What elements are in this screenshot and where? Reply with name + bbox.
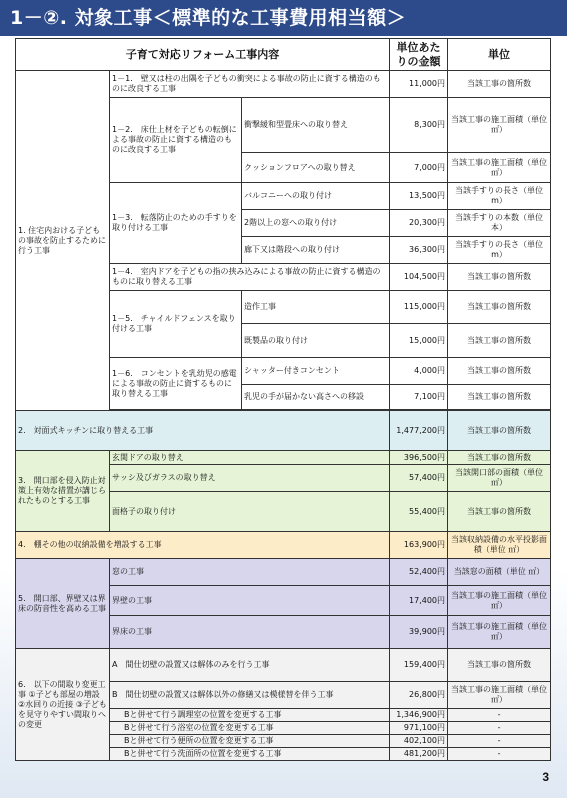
row-amount: 20,300円 <box>390 210 448 237</box>
row-unit: 当該工事の施工面積（単位 ㎡） <box>448 616 551 649</box>
page-number: 3 <box>542 770 549 784</box>
row-item: A 間仕切壁の設置又は解体のみを行う工事 <box>110 649 390 682</box>
row-amount: 57,400円 <box>390 465 448 492</box>
row-item: 衝撃緩和型畳床への取り替え <box>242 98 390 153</box>
group3-label: 3. 開口部を侵入防止対策上有効な措置が講じられたものとする工事 <box>16 451 110 532</box>
table-row <box>16 411 551 451</box>
row-item: 廊下又は階段への取り付け <box>242 237 390 264</box>
row-amount: 115,000円 <box>390 291 448 324</box>
row-item: シャッター付きコンセント <box>242 358 390 385</box>
row-amount: 55,400円 <box>390 492 448 532</box>
row-amount: 1,477,200円 <box>390 411 448 451</box>
row-unit: - <box>448 722 551 735</box>
row-desc: 1－4. 室内ドアを子どもの指の挟み込みによる事故の防止に資する構造のものに取り替える工事 <box>110 264 390 291</box>
row-amount: 7,000円 <box>390 153 448 183</box>
header-unit: 単位 <box>448 39 551 71</box>
row-desc: 1－2. 床仕上材を子どもの転倒による事故の防止に資する構造のものに改良する工事 <box>110 98 242 183</box>
row-amount: 971,100円 <box>390 722 448 735</box>
table-row <box>16 559 551 586</box>
row-amount: 4,000円 <box>390 358 448 385</box>
table-header-row <box>16 39 551 71</box>
row-item: クッションフロアへの取り替え <box>242 153 390 183</box>
row-unit: 当該工事の箇所数 <box>448 71 551 98</box>
row-item: 2階以上の窓への取り付け <box>242 210 390 237</box>
row-amount: 11,000円 <box>390 71 448 98</box>
row-amount: 159,400円 <box>390 649 448 682</box>
document-body <box>0 36 567 798</box>
row-unit: 当該開口部の面積（単位 ㎡） <box>448 465 551 492</box>
row-unit: 当該手すりの長さ（単位 m） <box>448 237 551 264</box>
table-row <box>16 532 551 559</box>
row-amount: 7,100円 <box>390 385 448 410</box>
row-item: バルコニーへの取り付け <box>242 183 390 210</box>
row-unit: 当該手すりの本数（単位 本） <box>448 210 551 237</box>
row-item: Bと併せて行う調理室の位置を変更する工事 <box>110 709 390 722</box>
row-desc: 1－3. 転落防止のための手すりを取り付ける工事 <box>110 183 242 264</box>
row-unit: 当該工事の箇所数 <box>448 358 551 385</box>
row-amount: 52,400円 <box>390 559 448 586</box>
row-unit: 当該工事の箇所数 <box>448 324 551 358</box>
table-row <box>16 451 551 465</box>
row-amount: 17,400円 <box>390 586 448 616</box>
row-amount: 104,500円 <box>390 264 448 291</box>
row-amount: 481,200円 <box>390 748 448 761</box>
row-unit: 当該工事の箇所数 <box>448 291 551 324</box>
row-amount: 36,300円 <box>390 237 448 264</box>
row-item: 玄関ドアの取り替え <box>110 451 390 465</box>
row-amount: 402,100円 <box>390 735 448 748</box>
row-unit: 当該工事の施工面積（単位 ㎡） <box>448 586 551 616</box>
row-desc: 1－5. チャイルドフェンスを取り付ける工事 <box>110 291 242 358</box>
row-desc: 1－6. コンセントを乳幼児の感電による事故の防止に資するものに取り替える工事 <box>110 358 242 410</box>
row-item: 界壁の工事 <box>110 586 390 616</box>
row-item: 面格子の取り付け <box>110 492 390 532</box>
group2-label: 2. 対面式キッチンに取り替える工事 <box>16 411 390 451</box>
row-item: Bと併せて行う浴室の位置を変更する工事 <box>110 722 390 735</box>
row-amount: 13,500円 <box>390 183 448 210</box>
row-amount: 8,300円 <box>390 98 448 153</box>
row-unit: - <box>448 735 551 748</box>
row-unit: 当該工事の箇所数 <box>448 492 551 532</box>
group1-label: 1. 住宅内おける子どもの事故を防止するために行う工事 <box>16 71 110 411</box>
group4-label: 4. 棚その他の収納設備を増設する工事 <box>16 532 390 559</box>
row-unit: 当該工事の箇所数 <box>448 649 551 682</box>
row-unit: 当該手すりの長さ（単位 m） <box>448 183 551 210</box>
row-item: 窓の工事 <box>110 559 390 586</box>
header-amount: 単位あたりの金額 <box>390 39 448 71</box>
row-item: 既製品の取り付け <box>242 324 390 358</box>
row-desc: 1－1. 壁又は柱の出隅を子どもの衝突による事故の防止に資する構造のものに改良する工事 <box>110 71 390 98</box>
row-item: Bと併せて行う洗面所の位置を変更する工事 <box>110 748 390 761</box>
row-amount: 1,346,900円 <box>390 709 448 722</box>
cost-table <box>15 38 551 761</box>
row-unit: 当該工事の施工面積（単位 ㎡） <box>448 98 551 153</box>
row-item: 造作工事 <box>242 291 390 324</box>
row-amount: 39,900円 <box>390 616 448 649</box>
group5-label: 5. 開口部、界壁又は界床の防音性を高める工事 <box>16 559 110 649</box>
row-item: Bと併せて行う便所の位置を変更する工事 <box>110 735 390 748</box>
row-item: B 間仕切壁の設置又は解体以外の修繕又は模様替を伴う工事 <box>110 682 390 709</box>
row-item: サッシ及びガラスの取り替え <box>110 465 390 492</box>
row-unit: 当該工事の箇所数 <box>448 264 551 291</box>
row-unit: - <box>448 709 551 722</box>
group6-label: 6. 以下の間取り変更工事 ①子ども部屋の増設 ②水回りの近接 ③子どもを見守りやすい間取りへの変更 <box>16 649 110 761</box>
row-item: 界床の工事 <box>110 616 390 649</box>
row-unit: 当該工事の施工面積（単位 ㎡） <box>448 682 551 709</box>
row-amount: 396,500円 <box>390 451 448 465</box>
row-unit: 当該窓の面積（単位 ㎡） <box>448 559 551 586</box>
row-amount: 26,800円 <box>390 682 448 709</box>
row-unit: - <box>448 748 551 761</box>
table-row <box>16 71 551 98</box>
page-title: 1－②. 対象工事＜標準的な工事費用相当額＞ <box>0 0 567 36</box>
row-unit: 当該工事の箇所数 <box>448 411 551 451</box>
row-unit: 当該工事の箇所数 <box>448 385 551 410</box>
row-unit: 当該工事の箇所数 <box>448 451 551 465</box>
row-unit: 当該工事の施工面積（単位 ㎡） <box>448 153 551 183</box>
row-item: 乳児の手が届かない高さへの移設 <box>242 385 390 410</box>
table-row <box>16 649 551 682</box>
row-amount: 15,000円 <box>390 324 448 358</box>
row-unit: 当該収納設備の水平投影面積（単位 ㎡） <box>448 532 551 559</box>
header-content: 子育て対応リフォーム工事内容 <box>16 39 390 71</box>
row-amount: 163,900円 <box>390 532 448 559</box>
